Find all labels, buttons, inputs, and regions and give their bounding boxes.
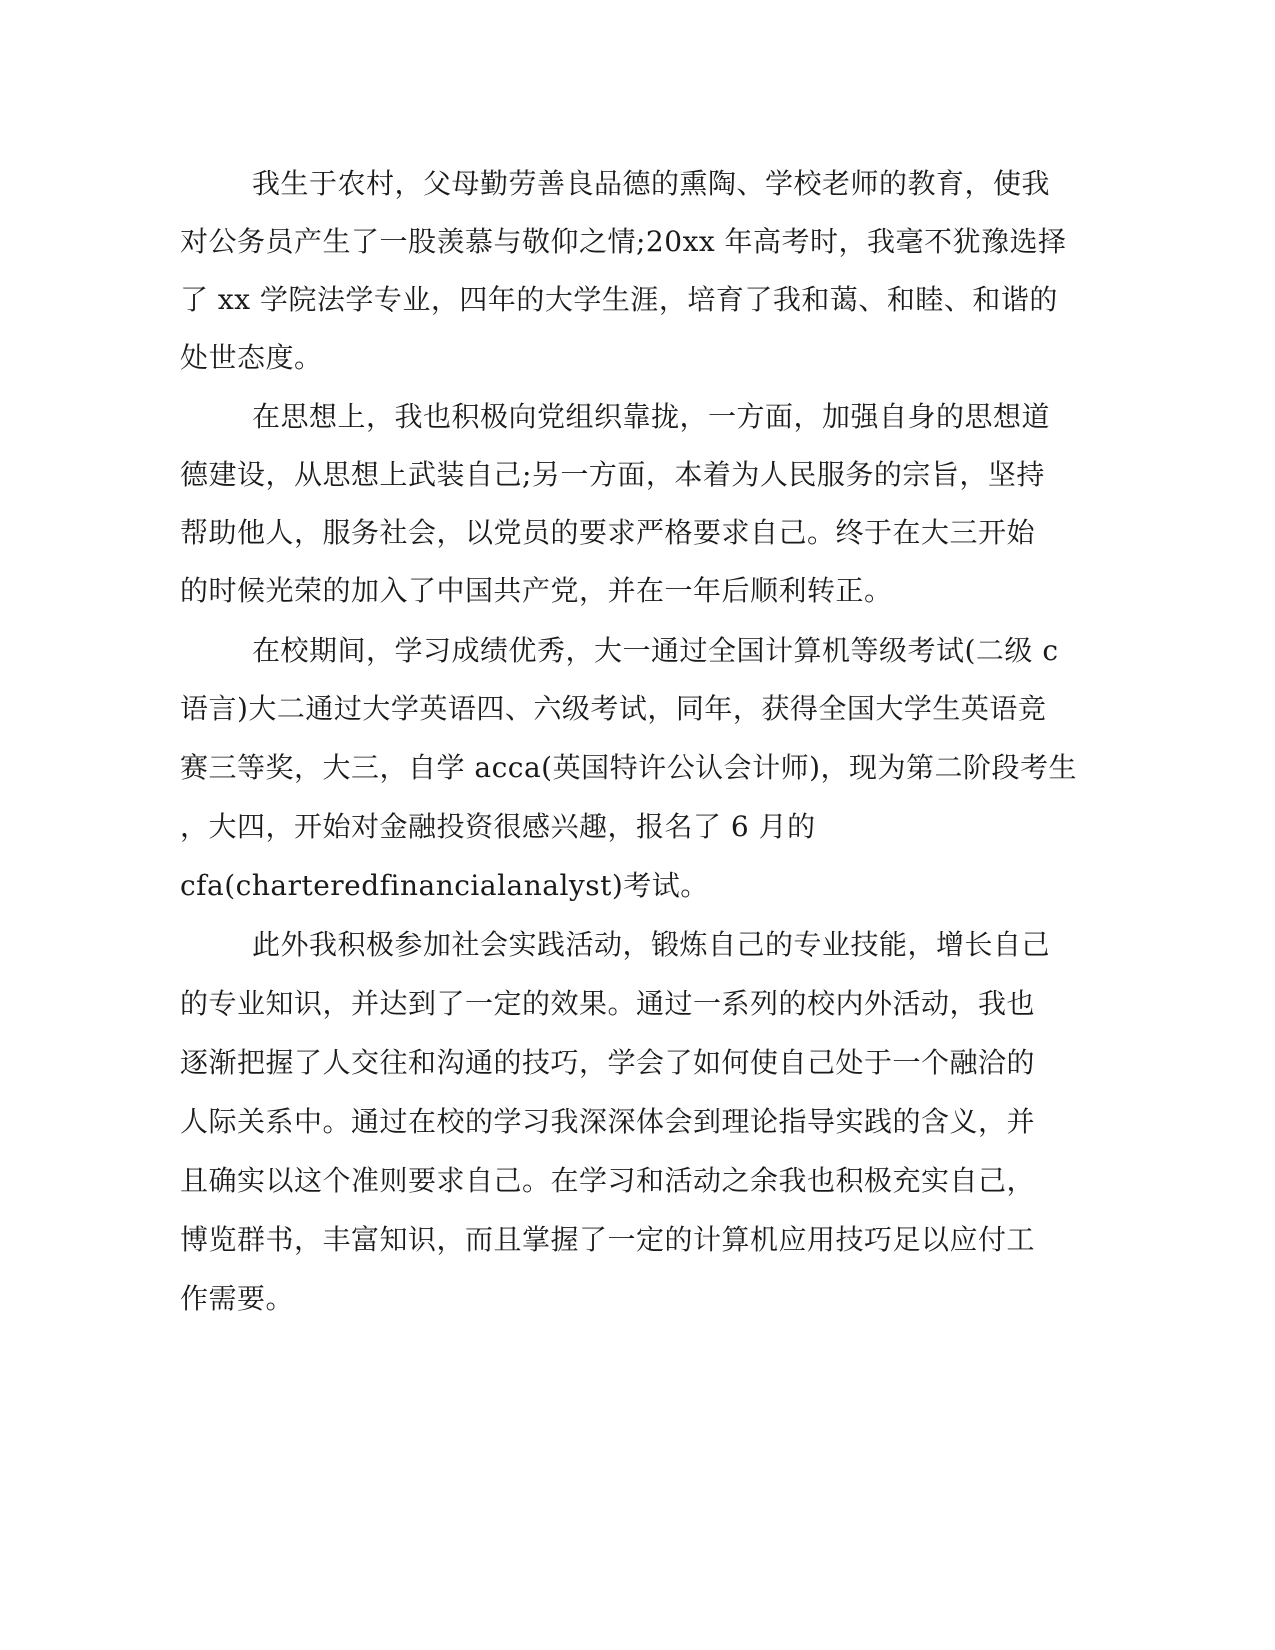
paragraph-line: 语言)大二通过大学英语四、六级考试，同年，获得全国大学生英语竞 [180,692,1047,725]
paragraph-line: 在校期间，学习成绩优秀，大一通过全国计算机等级考试(二级 c [252,634,1059,667]
paragraph-line: 的时候光荣的加入了中国共产党，并在一年后顺利转正。 [180,574,893,607]
paragraph-line: 对公务员产生了一股羡慕与敬仰之情;20xx 年高考时，我毫不犹豫选择 [180,225,1067,258]
paragraph-line: 作需要。 [180,1282,295,1315]
paragraph-line: 处世态度。 [180,341,323,374]
paragraph-line: 逐渐把握了人交往和沟通的技巧，学会了如何使自己处于一个融洽的 [180,1046,1036,1079]
paragraph-line: ，大四，开始对金融投资很感兴趣，报名了 6 月的 [180,810,816,843]
paragraph-line: cfa(charteredfinancialanalyst)考试。 [180,869,709,902]
paragraph-line: 了 xx 学院法学专业，四年的大学生涯，培育了我和蔼、和睦、和谐的 [180,283,1058,316]
paragraph-line: 帮助他人，服务社会，以党员的要求严格要求自己。终于在大三开始 [180,516,1036,549]
paragraph-line: 我生于农村，父母勤劳善良品德的熏陶、学校老师的教育，使我 [252,167,1051,200]
paragraph-line: 德建设，从思想上武装自己;另一方面，本着为人民服务的宗旨，坚持 [180,458,1045,491]
paragraph-line: 赛三等奖，大三，自学 acca(英国特许公认会计师)，现为第二阶段考生 [180,751,1078,784]
paragraph-line: 在思想上，我也积极向党组织靠拢，一方面，加强自身的思想道 [252,400,1051,433]
paragraph-line: 人际关系中。通过在校的学习我深深体会到理论指导实践的含义，并 [180,1105,1036,1138]
paragraph-line: 且确实以这个准则要求自己。在学习和活动之余我也积极充实自己， [180,1164,1036,1197]
paragraph-line: 的专业知识，并达到了一定的效果。通过一系列的校内外活动，我也 [180,987,1036,1020]
paragraph-line: 博览群书，丰富知识，而且掌握了一定的计算机应用技巧足以应付工 [180,1223,1036,1256]
paragraph-line: 此外我积极参加社会实践活动，锻炼自己的专业技能，增长自己 [252,928,1051,961]
